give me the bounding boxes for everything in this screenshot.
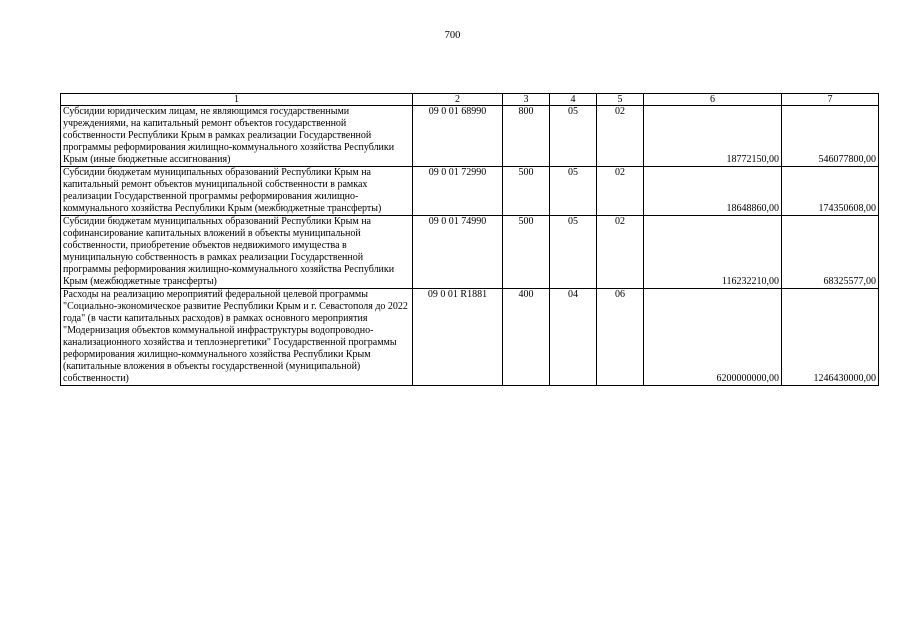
row-target-code: 09 0 01 68990 — [413, 106, 503, 167]
row-expense-type: 500 — [503, 216, 550, 289]
row-amount-col7: 68325577,00 — [782, 216, 879, 289]
header-cell-5: 5 — [597, 94, 644, 106]
row-target-code: 09 0 01 74990 — [413, 216, 503, 289]
row-section: 05 — [550, 216, 597, 289]
table-row — [61, 216, 879, 289]
row-amount-col6: 116232210,00 — [644, 216, 782, 289]
row-subsection: 06 — [597, 289, 644, 386]
row-section: 04 — [550, 289, 597, 386]
row-target-code: 09 0 01 R1881 — [413, 289, 503, 386]
header-cell-6: 6 — [644, 94, 782, 106]
row-amount-col6: 18648860,00 — [644, 167, 782, 216]
row-amount-col7: 174350608,00 — [782, 167, 879, 216]
header-cell-3: 3 — [503, 94, 550, 106]
row-expense-type: 800 — [503, 106, 550, 167]
row-description: Субсидии бюджетам муниципальных образований Республики Крым на капитальный ремонт объектов муниципальной собственности в рамках реализации Государственной программы реформирования жилищно-коммунального хозяйства Республики Крым (межбюджетные трансферты) — [61, 167, 413, 216]
row-amount-col6: 6200000000,00 — [644, 289, 782, 386]
header-cell-2: 2 — [413, 94, 503, 106]
table-row — [61, 106, 879, 167]
row-subsection: 02 — [597, 216, 644, 289]
row-expense-type: 400 — [503, 289, 550, 386]
header-cell-1: 1 — [61, 94, 413, 106]
row-section: 05 — [550, 106, 597, 167]
budget-table — [60, 93, 879, 386]
table-row — [61, 289, 879, 386]
header-cell-7: 7 — [782, 94, 879, 106]
table-row — [61, 167, 879, 216]
row-amount-col7: 546077800,00 — [782, 106, 879, 167]
page-number: 700 — [444, 30, 461, 41]
row-description: Расходы на реализацию мероприятий федеральной целевой программы "Социально-экономическое развитие Республики Крым и г. Севастополя до 2022 года" (в части капитальных расходов) в рамках основного мероприятия "Модернизация объектов коммунальной инфраструктуры водопроводно-канализационного хозяйства и теплоэнергетики" Государственной программы реформирования жилищно-коммунального хозяйства Республики Крым (капитальные вложения в объекты государственной (муниципальной) собственности) — [61, 289, 413, 386]
row-section: 05 — [550, 167, 597, 216]
header-cell-4: 4 — [550, 94, 597, 106]
row-subsection: 02 — [597, 167, 644, 216]
row-amount-col6: 18772150,00 — [644, 106, 782, 167]
row-description: Субсидии бюджетам муниципальных образований Республики Крым на софинансирование капитальных вложений в объекты муниципальной собственности, приобретение объектов недвижимого имущества в муниципальную собственность в рамках реализации Государственной программы реформирования жилищно-коммунального хозяйства Республики Крым (межбюджетные трансферты) — [61, 216, 413, 289]
header-row — [61, 94, 879, 106]
row-expense-type: 500 — [503, 167, 550, 216]
row-subsection: 02 — [597, 106, 644, 167]
row-description: Субсидии юридическим лицам, не являющимся государственными учреждениями, на капитальный ремонт объектов государственной собственности Республики Крым в рамках реализации Государственной программы реформирования жилищно-коммунального хозяйства Республики Крым (иные бюджетные ассигнования) — [61, 106, 413, 167]
row-target-code: 09 0 01 72990 — [413, 167, 503, 216]
row-amount-col7: 1246430000,00 — [782, 289, 879, 386]
